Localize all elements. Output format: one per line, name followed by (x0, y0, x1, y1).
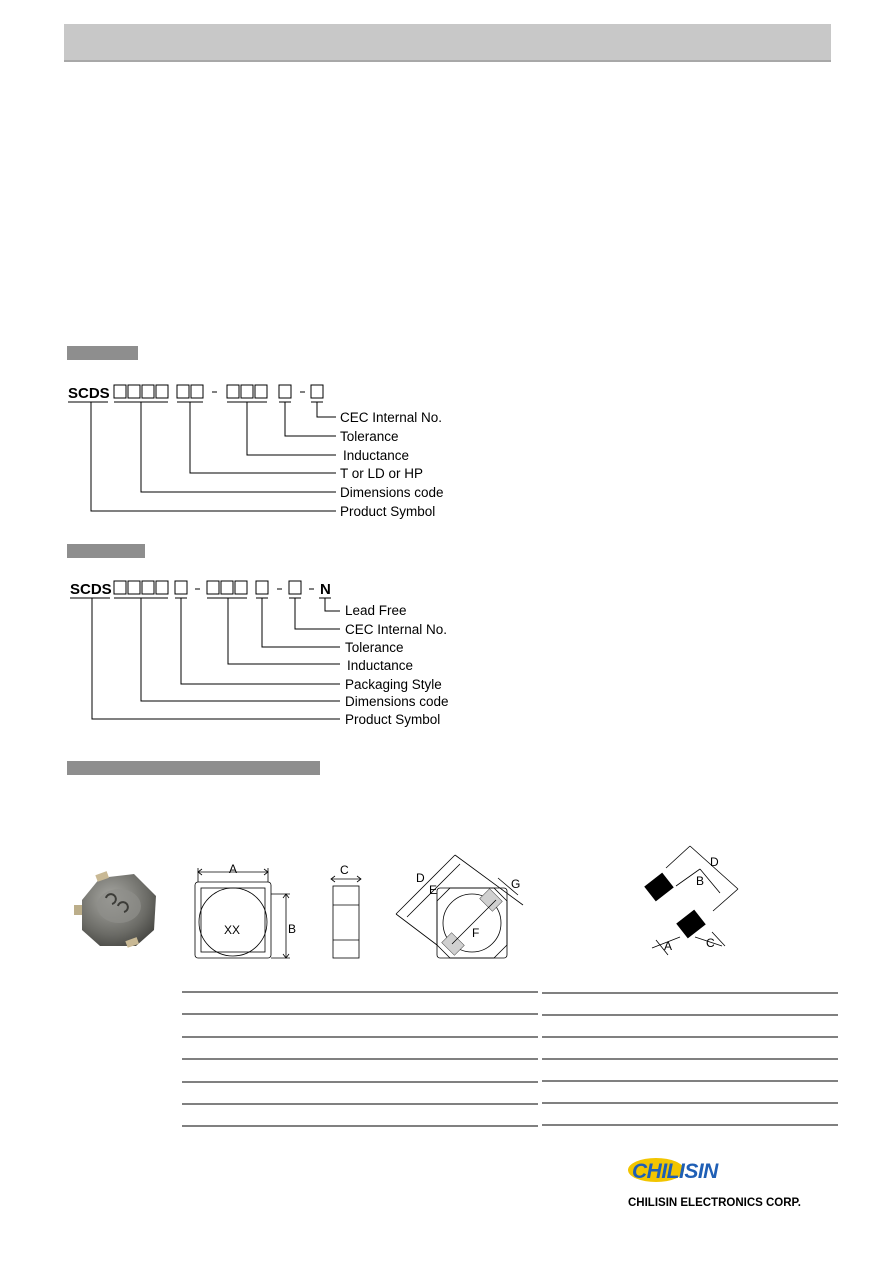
product-photo (74, 871, 156, 948)
pn1-label-tolerance: Tolerance (340, 429, 399, 444)
logo-brand: CHILISIN (632, 1160, 718, 1183)
pn1-label-cec-internal: CEC Internal No. (340, 410, 443, 425)
rotated-dim-d: D (416, 871, 425, 885)
pn1-prefix: SCDS (68, 385, 110, 402)
pad-dim-b: B (696, 874, 705, 888)
rotated-dim-g: G (511, 877, 521, 891)
rotated-dim-f: F (472, 926, 480, 940)
part-number-diagram-2 (70, 581, 449, 727)
pad-dim-c: C (706, 936, 715, 950)
pn2-label-lead-free: Lead Free (345, 603, 407, 618)
pn2-label-product-symbol: Product Symbol (345, 712, 441, 727)
pn2-label-tolerance: Tolerance (345, 640, 404, 655)
front-dim-b: B (288, 922, 297, 936)
pad-dim-d: D (710, 855, 719, 869)
side-view-drawing (331, 863, 361, 958)
side-dim-c: C (340, 863, 349, 877)
pn2-suffix: N (320, 581, 331, 598)
pn2-label-packaging: Packaging Style (345, 677, 442, 692)
pn2-prefix: SCDS (70, 581, 112, 598)
pn2-label-inductance: Inductance (347, 658, 414, 673)
dimension-table-right (542, 993, 838, 1125)
pn1-label-dimensions: Dimensions code (340, 485, 444, 500)
rotated-dim-e: E (429, 883, 438, 897)
rotated-view-drawing (396, 855, 523, 958)
pn1-label-type: T or LD or HP (340, 466, 424, 481)
pn1-label-inductance: Inductance (343, 448, 410, 463)
pn2-label-cec-internal: CEC Internal No. (345, 622, 448, 637)
pn2-label-dimensions: Dimensions code (345, 694, 449, 709)
dimension-table-left (182, 992, 538, 1126)
front-marking: XX (224, 923, 241, 937)
logo-company-name: CHILISIN ELECTRONICS CORP. (628, 1197, 801, 1209)
pad-layout-drawing (645, 846, 738, 955)
pn1-label-product-symbol: Product Symbol (340, 504, 436, 519)
front-dim-a: A (229, 862, 238, 876)
front-view-drawing (195, 862, 296, 958)
chilisin-logo (628, 1158, 801, 1209)
part-number-diagram-1 (68, 385, 444, 519)
pad-dim-a: A (664, 939, 673, 953)
